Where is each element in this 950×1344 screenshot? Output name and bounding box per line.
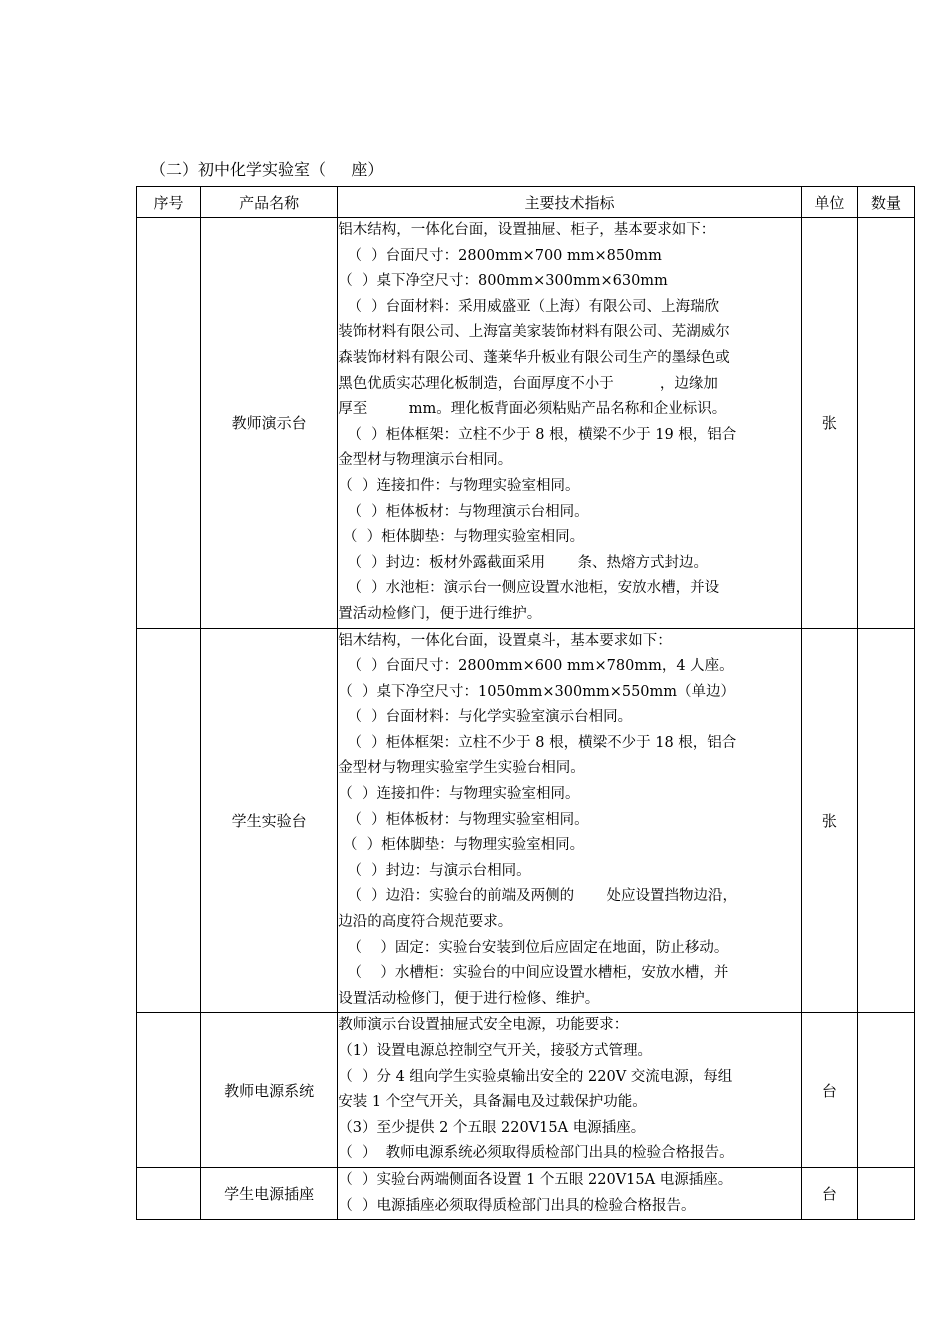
header-spec: 主要技术指标 (338, 187, 802, 218)
table-header-row (137, 187, 915, 218)
spec-line: 金型材与物理实验室学生实验台相同。 (338, 760, 585, 777)
header-qty: 数量 (857, 187, 914, 218)
spec-line: （ ）台面材料：与化学实验室演示台相同。 (338, 709, 633, 726)
product-name: 学生实验台 (201, 628, 338, 1013)
spec-line: 装饰材料有限公司、上海富美家装饰材料有限公司、芜湖威尔 (338, 324, 730, 341)
spec-text (338, 628, 802, 1013)
spec-line: （ ）连接扣件：与物理实验室相同。 (338, 786, 580, 803)
unit: 张 (801, 628, 857, 1013)
spec-line: （ ）封边：板材外露截面采用 条、热熔方式封边。 (338, 554, 708, 571)
spec-line: 安装 1 个空气开关，具备漏电及过载保护功能。 (338, 1094, 647, 1111)
spec-line: （ ）封边：与演示台相同。 (338, 862, 531, 879)
spec-text (338, 1013, 802, 1168)
spec-line: （1）设置电源总控制空气开关，接驳方式管理。 (338, 1043, 652, 1059)
quantity (857, 1167, 914, 1219)
row-no (137, 628, 201, 1013)
row-no (137, 1167, 201, 1219)
product-name: 教师电源系统 (201, 1013, 338, 1168)
product-name: 教师演示台 (201, 218, 338, 629)
spec-line: （ ）柜体脚垫：与物理实验室相同。 (338, 837, 585, 854)
spec-line: （ ）边沿：实验台的前端及两侧的 处应设置挡物边沿， (338, 888, 737, 905)
product-name: 学生电源插座 (201, 1167, 338, 1219)
spec-line: 置活动检修门，便于进行维护。 (338, 605, 542, 622)
spec-line: 教师演示台设置抽屉式安全电源，功能要求： (338, 1017, 629, 1034)
row-no (137, 1013, 201, 1168)
spec-line: （ ） 教师电源系统必须取得质检部门出具的检验合格报告。 (338, 1145, 734, 1162)
spec-line: 厚至 mm。理化板背面必须粘贴产品名称和企业标识。 (338, 401, 727, 418)
spec-line: （ ）固定：实验台安装到位后应固定在地面，防止移动。 (338, 939, 729, 956)
spec-line: （ ）水槽柜：实验台的中间应设置水槽柜，安放水槽，并 (338, 965, 729, 982)
spec-line: 金型材与物理演示台相同。 (338, 452, 513, 469)
spec-line: （ ）台面尺寸：2800mm×700 mm×850mm (338, 247, 662, 264)
spec-line: （ ）柜体板材：与物理演示台相同。 (338, 503, 589, 520)
header-unit: 单位 (801, 187, 857, 218)
spec-line: （ ）水池柜：演示台一侧应设置水池柜，安放水槽，并设 (338, 580, 720, 597)
spec-line: 设置活动检修门，便于进行检修、维护。 (338, 990, 600, 1007)
spec-line: （ ）柜体框架：立柱不少于 8 根，横梁不少于 18 根，铝合 (338, 734, 737, 751)
spec-line: （ ）柜体板材：与物理实验室相同。 (338, 811, 589, 828)
spec-line: 铝木结构，一体化台面，设置抽屉、柜子，基本要求如下： (338, 222, 716, 238)
spec-line: （ ）柜体框架：立柱不少于 8 根，横梁不少于 19 根，铝合 (338, 426, 737, 443)
quantity (857, 628, 914, 1013)
spec-line: （ ）台面尺寸：2800mm×600 mm×780mm，4 人座。 (338, 658, 734, 675)
spec-line: 黑色优质实芯理化板制造，台面厚度不小于 ，边缘加 (338, 375, 718, 392)
table-row (137, 218, 915, 629)
section-title: （二）初中化学实验室（ 座） (150, 160, 384, 179)
spec-line: （ ）柜体脚垫：与物理实验室相同。 (338, 529, 585, 546)
row-no (137, 218, 201, 629)
unit: 张 (801, 218, 857, 629)
table-row (137, 1013, 915, 1168)
spec-line: （ ）连接扣件：与物理实验室相同。 (338, 477, 580, 494)
spec-table (136, 186, 915, 1220)
spec-line: （ ）实验台两端侧面各设置 1 个五眼 220V15A 电源插座。 (338, 1171, 733, 1188)
quantity (857, 218, 914, 629)
table-row (137, 1167, 915, 1219)
spec-line: （ ）电源插座必须取得质检部门出具的检验合格报告。 (338, 1197, 696, 1214)
spec-line: （ ）台面材料：采用威盛亚（上海）有限公司、上海瑞欣 (338, 298, 720, 315)
unit: 台 (801, 1167, 857, 1219)
quantity (857, 1013, 914, 1168)
spec-line: （ ）桌下净空尺寸：800mm×300mm×630mm (338, 273, 668, 290)
header-no: 序号 (137, 187, 201, 218)
spec-text (338, 218, 802, 629)
spec-line: （3）至少提供 2 个五眼 220V15A 电源插座。 (338, 1119, 646, 1136)
spec-line: 铝木结构，一体化台面，设置桌斗，基本要求如下： (338, 632, 672, 649)
spec-line: 森装饰材料有限公司、蓬莱华升板业有限公司生产的墨绿色或 (338, 349, 730, 366)
table-row (137, 628, 915, 1013)
spec-text (338, 1167, 802, 1219)
spec-line: （ ）桌下净空尺寸：1050mm×300mm×550mm（单边） (338, 683, 736, 700)
spec-line: 边沿的高度符合规范要求。 (338, 914, 513, 931)
unit: 台 (801, 1013, 857, 1168)
header-name: 产品名称 (201, 187, 338, 218)
spec-line: （ ）分 4 组向学生实验桌输出安全的 220V 交流电源，每组 (338, 1068, 733, 1085)
